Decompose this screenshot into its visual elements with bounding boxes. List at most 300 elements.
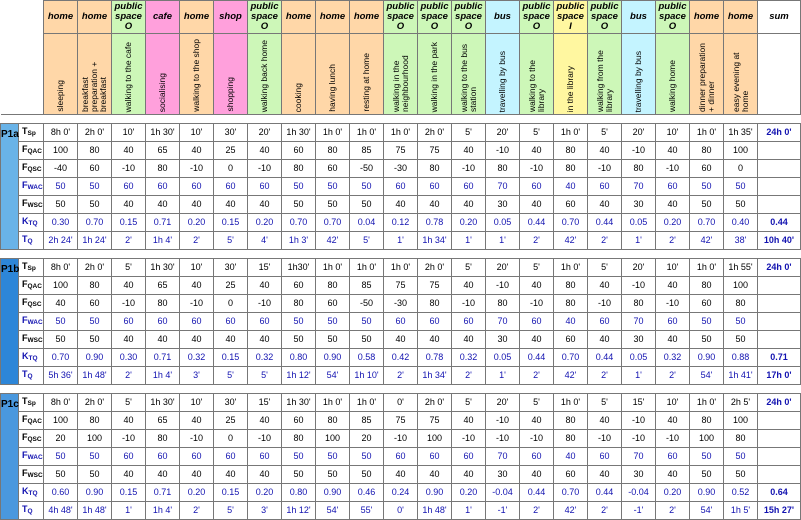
value-cell: 75 bbox=[384, 277, 418, 295]
value-cell: 0.15 bbox=[214, 349, 248, 367]
value-cell: 1h 55' bbox=[724, 259, 758, 277]
sum-cell bbox=[758, 196, 801, 214]
value-cell: 40 bbox=[656, 412, 690, 430]
value-cell: -0.04 bbox=[486, 484, 520, 502]
value-cell: -0.04 bbox=[622, 484, 656, 502]
value-cell: 5' bbox=[214, 232, 248, 250]
value-cell: 1h 0' bbox=[690, 394, 724, 412]
value-cell: 0.44 bbox=[520, 349, 554, 367]
value-cell: 38' bbox=[724, 232, 758, 250]
value-cell: 40 bbox=[146, 466, 180, 484]
value-cell: 1h 12' bbox=[282, 502, 316, 520]
value-cell: 65 bbox=[146, 277, 180, 295]
value-cell: 0.20 bbox=[180, 484, 214, 502]
value-cell: 60 bbox=[554, 331, 588, 349]
value-cell: 25 bbox=[214, 142, 248, 160]
value-cell: 1h 0' bbox=[350, 259, 384, 277]
value-cell: 50 bbox=[724, 331, 758, 349]
value-cell: 1h 0' bbox=[690, 259, 724, 277]
value-cell: 1h 0' bbox=[316, 394, 350, 412]
value-cell: 0.71 bbox=[146, 214, 180, 232]
value-cell: 50 bbox=[690, 178, 724, 196]
category-cell bbox=[316, 1, 350, 34]
value-cell: -10 bbox=[180, 295, 214, 313]
value-cell: 40 bbox=[418, 196, 452, 214]
row-label-sub: TQ bbox=[28, 220, 38, 227]
value-cell: 4h 48' bbox=[44, 502, 78, 520]
category-cell bbox=[690, 1, 724, 34]
value-cell: 60 bbox=[554, 196, 588, 214]
value-cell: 40 bbox=[248, 412, 282, 430]
value-cell: 60 bbox=[180, 448, 214, 466]
value-cell: 60 bbox=[214, 313, 248, 331]
activity-label: shopping bbox=[225, 77, 235, 112]
value-cell: -40 bbox=[44, 160, 78, 178]
value-cell: 0.90 bbox=[78, 349, 112, 367]
row-fqsc bbox=[1, 295, 801, 313]
value-cell: 40 bbox=[180, 466, 214, 484]
value-cell: 0.44 bbox=[588, 349, 622, 367]
value-cell: 40 bbox=[452, 331, 486, 349]
value-cell: 40 bbox=[452, 466, 486, 484]
row-label: $F_{WAC}$ bbox=[19, 313, 44, 331]
value-cell: 40 bbox=[588, 196, 622, 214]
value-cell: 2h 0' bbox=[418, 394, 452, 412]
row-ktq bbox=[1, 349, 801, 367]
value-cell: -50 bbox=[350, 160, 384, 178]
value-cell: -10 bbox=[452, 430, 486, 448]
value-cell: 30 bbox=[622, 196, 656, 214]
row-label-sub: Q bbox=[27, 238, 33, 245]
value-cell: 50 bbox=[724, 178, 758, 196]
value-cell: 40 bbox=[384, 331, 418, 349]
row-label-sub: QAC bbox=[27, 418, 42, 425]
activity-cell bbox=[520, 34, 554, 115]
value-cell: 0.24 bbox=[384, 484, 418, 502]
value-cell: 0.32 bbox=[452, 349, 486, 367]
value-cell: 70 bbox=[486, 448, 520, 466]
activity-label: sleeping bbox=[55, 80, 65, 112]
value-cell: 40 bbox=[180, 412, 214, 430]
value-cell: 30' bbox=[214, 394, 248, 412]
row-label: $K_{TQ}$ bbox=[19, 484, 44, 502]
value-cell: 25 bbox=[214, 277, 248, 295]
sum-cell: 15h 27' bbox=[758, 502, 801, 520]
value-cell: 60 bbox=[248, 178, 282, 196]
category-cell bbox=[656, 1, 690, 34]
value-cell: 1' bbox=[452, 502, 486, 520]
value-cell: 60 bbox=[316, 160, 350, 178]
value-cell: 40 bbox=[656, 277, 690, 295]
category-label: public space bbox=[386, 1, 415, 22]
value-cell: 10' bbox=[656, 124, 690, 142]
group-label: P1b bbox=[1, 259, 19, 385]
value-cell: 40 bbox=[248, 466, 282, 484]
value-cell: 2' bbox=[656, 232, 690, 250]
value-cell: 50 bbox=[78, 448, 112, 466]
category-cell bbox=[588, 1, 622, 34]
value-cell: 3' bbox=[180, 367, 214, 385]
value-cell: 0.20 bbox=[248, 214, 282, 232]
category-label: home bbox=[47, 11, 74, 22]
value-cell: 0.52 bbox=[724, 484, 758, 502]
category-cell bbox=[520, 1, 554, 34]
value-cell: 80 bbox=[146, 430, 180, 448]
category-cell bbox=[452, 1, 486, 34]
value-cell: 30 bbox=[486, 466, 520, 484]
value-cell: 60 bbox=[656, 313, 690, 331]
row-ktq bbox=[1, 484, 801, 502]
value-cell: 0.15 bbox=[112, 484, 146, 502]
value-cell: 80 bbox=[724, 295, 758, 313]
value-cell: 2' bbox=[588, 232, 622, 250]
value-cell: -10 bbox=[486, 412, 520, 430]
value-cell: 1h 4' bbox=[146, 232, 180, 250]
row-label: $T_Q$ bbox=[19, 502, 44, 520]
value-cell: 1h 4' bbox=[146, 502, 180, 520]
row-tq bbox=[1, 502, 801, 520]
value-cell: 60 bbox=[418, 313, 452, 331]
value-cell: 0.32 bbox=[180, 349, 214, 367]
value-cell: 2' bbox=[452, 367, 486, 385]
value-cell: 2h 24' bbox=[44, 232, 78, 250]
value-cell: 1' bbox=[622, 232, 656, 250]
sum-cell bbox=[758, 412, 801, 430]
row-label: $T_{Sp}$ bbox=[19, 124, 44, 142]
value-cell: 2h 0' bbox=[78, 394, 112, 412]
value-cell: 60 bbox=[520, 313, 554, 331]
value-cell: 0.20 bbox=[656, 214, 690, 232]
row-label: $F_{QSC}$ bbox=[19, 430, 44, 448]
row-label: $T_Q$ bbox=[19, 367, 44, 385]
value-cell: -10 bbox=[248, 295, 282, 313]
value-cell: 2' bbox=[656, 367, 690, 385]
activity-cell bbox=[554, 34, 588, 115]
value-cell: 60 bbox=[690, 295, 724, 313]
row-tsp bbox=[1, 259, 801, 277]
value-cell: 1h 48' bbox=[418, 502, 452, 520]
value-cell: 0.44 bbox=[588, 214, 622, 232]
activity-label: in the library bbox=[565, 65, 575, 112]
row-fwsc bbox=[1, 196, 801, 214]
category-cell bbox=[282, 1, 316, 34]
value-cell: 80 bbox=[622, 160, 656, 178]
value-cell: 5' bbox=[452, 124, 486, 142]
value-cell: 1h 48' bbox=[78, 367, 112, 385]
value-cell: -10 bbox=[622, 412, 656, 430]
value-cell: 40 bbox=[520, 331, 554, 349]
category-label: shop bbox=[219, 11, 242, 22]
value-cell: 50 bbox=[724, 466, 758, 484]
category-label: public space bbox=[454, 1, 483, 22]
value-cell: 0.70 bbox=[554, 214, 588, 232]
value-cell: 5' bbox=[588, 124, 622, 142]
value-cell: 0.12 bbox=[384, 214, 418, 232]
value-cell: 50 bbox=[690, 466, 724, 484]
category-mark: O bbox=[600, 21, 609, 32]
value-cell: 1h 5' bbox=[724, 502, 758, 520]
category-label: cafe bbox=[152, 11, 172, 22]
value-cell: 8h 0' bbox=[44, 124, 78, 142]
value-cell: 0.44 bbox=[520, 484, 554, 502]
value-cell: 0' bbox=[384, 502, 418, 520]
row-label-sub: WAC bbox=[27, 319, 43, 326]
row-label-sub: QSC bbox=[27, 301, 42, 308]
category-cell bbox=[418, 1, 452, 34]
category-label: public space bbox=[522, 1, 551, 22]
value-cell: 60 bbox=[384, 448, 418, 466]
value-cell: 40 bbox=[112, 466, 146, 484]
value-cell: 50 bbox=[282, 466, 316, 484]
spacer-cell bbox=[1, 385, 801, 394]
value-cell: 40 bbox=[656, 466, 690, 484]
value-cell: 50 bbox=[690, 196, 724, 214]
value-cell: 80 bbox=[690, 412, 724, 430]
value-cell: 50 bbox=[350, 331, 384, 349]
value-cell: 60 bbox=[656, 178, 690, 196]
activity-cell bbox=[316, 34, 350, 115]
value-cell: -10 bbox=[486, 277, 520, 295]
activity-label: walking in the neighbourhood bbox=[390, 55, 410, 112]
value-cell: 8h 0' bbox=[44, 259, 78, 277]
value-cell: 40 bbox=[146, 196, 180, 214]
value-cell: 55' bbox=[350, 502, 384, 520]
value-cell: -10 bbox=[520, 160, 554, 178]
value-cell: 0.70 bbox=[282, 214, 316, 232]
value-cell: -50 bbox=[350, 295, 384, 313]
row-label: $K_{TQ}$ bbox=[19, 349, 44, 367]
sum-cell bbox=[758, 331, 801, 349]
value-cell: 10' bbox=[656, 394, 690, 412]
value-cell: 100 bbox=[418, 430, 452, 448]
group-spacer bbox=[1, 250, 801, 259]
value-cell: 50 bbox=[44, 331, 78, 349]
category-cell bbox=[350, 1, 384, 34]
value-cell: 2h 0' bbox=[78, 124, 112, 142]
value-cell: 50 bbox=[78, 331, 112, 349]
value-cell: 0.20 bbox=[180, 214, 214, 232]
value-cell: 60 bbox=[282, 412, 316, 430]
value-cell: 10' bbox=[180, 394, 214, 412]
value-cell: 0.04 bbox=[350, 214, 384, 232]
value-cell: 65 bbox=[146, 412, 180, 430]
value-cell: 0.46 bbox=[350, 484, 384, 502]
value-cell: 50 bbox=[690, 313, 724, 331]
sum-cell: 0.44 bbox=[758, 214, 801, 232]
row-fwac bbox=[1, 448, 801, 466]
value-cell: 0 bbox=[214, 295, 248, 313]
activity-cell bbox=[690, 34, 724, 115]
value-cell: 50 bbox=[44, 466, 78, 484]
row-tsp bbox=[1, 124, 801, 142]
value-cell: 80 bbox=[690, 277, 724, 295]
row-label: $T_{Sp}$ bbox=[19, 394, 44, 412]
value-cell: 30 bbox=[486, 196, 520, 214]
value-cell: 42' bbox=[554, 502, 588, 520]
value-cell: -10 bbox=[248, 160, 282, 178]
value-cell: 50 bbox=[282, 331, 316, 349]
row-label-sub: WSC bbox=[27, 472, 43, 479]
value-cell: 50 bbox=[350, 196, 384, 214]
value-cell: 0.70 bbox=[554, 349, 588, 367]
value-cell: 80 bbox=[554, 295, 588, 313]
value-cell: 50 bbox=[316, 331, 350, 349]
value-cell: 50 bbox=[724, 313, 758, 331]
value-cell: 15' bbox=[248, 259, 282, 277]
category-mark: O bbox=[260, 21, 269, 32]
activity-cell bbox=[44, 34, 78, 115]
value-cell: -1' bbox=[486, 502, 520, 520]
value-cell: 0.71 bbox=[146, 349, 180, 367]
value-cell: 1h 30' bbox=[282, 394, 316, 412]
value-cell: 0.90 bbox=[316, 484, 350, 502]
category-header-row bbox=[1, 1, 801, 34]
value-cell: 40 bbox=[588, 277, 622, 295]
value-cell: 0 bbox=[214, 430, 248, 448]
row-fwsc bbox=[1, 466, 801, 484]
value-cell: 75 bbox=[384, 412, 418, 430]
value-cell: 40 bbox=[248, 142, 282, 160]
value-cell: 30' bbox=[214, 259, 248, 277]
row-label-sub: Sp bbox=[27, 130, 36, 137]
value-cell: 60 bbox=[282, 277, 316, 295]
value-cell: 40 bbox=[452, 412, 486, 430]
value-cell: 5h 36' bbox=[44, 367, 78, 385]
category-label: home bbox=[285, 11, 312, 22]
value-cell: 2h 0' bbox=[418, 259, 452, 277]
value-cell: 80 bbox=[486, 160, 520, 178]
value-cell: 80 bbox=[316, 412, 350, 430]
value-cell: 0.15 bbox=[214, 214, 248, 232]
value-cell: 40 bbox=[146, 331, 180, 349]
row-fqsc bbox=[1, 160, 801, 178]
value-cell: 40 bbox=[554, 448, 588, 466]
row-label: $F_{QAC}$ bbox=[19, 142, 44, 160]
value-cell: 85 bbox=[350, 142, 384, 160]
category-label: public space bbox=[250, 1, 279, 22]
value-cell: 50 bbox=[44, 178, 78, 196]
category-mark: O bbox=[396, 21, 405, 32]
row-label: $F_{QSC}$ bbox=[19, 160, 44, 178]
value-cell: 80 bbox=[554, 430, 588, 448]
value-cell: 80 bbox=[282, 430, 316, 448]
spacer-cell bbox=[1, 250, 801, 259]
value-cell: 40 bbox=[554, 178, 588, 196]
row-label-sub: Sp bbox=[27, 400, 36, 407]
activity-cell bbox=[588, 34, 622, 115]
row-label: $F_{WAC}$ bbox=[19, 178, 44, 196]
row-label: $T_{Sp}$ bbox=[19, 259, 44, 277]
activity-label: easy evening at home bbox=[730, 52, 750, 112]
value-cell: -10 bbox=[452, 295, 486, 313]
value-cell: 1' bbox=[622, 367, 656, 385]
category-cell bbox=[146, 1, 180, 34]
value-cell: 0 bbox=[724, 160, 758, 178]
value-cell: 40 bbox=[656, 196, 690, 214]
value-cell: 60 bbox=[588, 313, 622, 331]
value-cell: 80 bbox=[146, 295, 180, 313]
value-cell: -30 bbox=[384, 295, 418, 313]
value-cell: 40 bbox=[452, 196, 486, 214]
value-cell: 20' bbox=[486, 394, 520, 412]
value-cell: 60 bbox=[588, 448, 622, 466]
value-cell: 54' bbox=[316, 502, 350, 520]
value-cell: 1h 10' bbox=[350, 367, 384, 385]
value-cell: 80 bbox=[554, 142, 588, 160]
value-cell: 40 bbox=[112, 331, 146, 349]
value-cell: 60 bbox=[214, 448, 248, 466]
value-cell: 5' bbox=[214, 367, 248, 385]
value-cell: 1h 30' bbox=[282, 124, 316, 142]
value-cell: 60 bbox=[316, 295, 350, 313]
value-cell: -10 bbox=[180, 430, 214, 448]
value-cell: 20' bbox=[486, 124, 520, 142]
value-cell: -30 bbox=[384, 160, 418, 178]
value-cell: 2' bbox=[112, 367, 146, 385]
activity-cell bbox=[384, 34, 418, 115]
row-label-sub: WSC bbox=[27, 202, 43, 209]
value-cell: 70 bbox=[622, 313, 656, 331]
row-fqsc bbox=[1, 430, 801, 448]
activity-cell bbox=[78, 34, 112, 115]
value-cell: 50 bbox=[44, 313, 78, 331]
value-cell: 100 bbox=[690, 430, 724, 448]
value-cell: 5' bbox=[520, 124, 554, 142]
value-cell: 40 bbox=[180, 331, 214, 349]
spacer-cell bbox=[1, 115, 801, 124]
value-cell: 5' bbox=[452, 394, 486, 412]
group-label: P1c bbox=[1, 394, 19, 520]
value-cell: 0.60 bbox=[44, 484, 78, 502]
sum-cell bbox=[758, 295, 801, 313]
value-cell: 2' bbox=[180, 232, 214, 250]
category-cell bbox=[724, 1, 758, 34]
value-cell: 30' bbox=[214, 124, 248, 142]
value-cell: 40 bbox=[520, 196, 554, 214]
value-cell: 2' bbox=[384, 367, 418, 385]
value-cell: 1h 0' bbox=[384, 259, 418, 277]
value-cell: 50 bbox=[316, 178, 350, 196]
activity-label: travelling by bus bbox=[497, 50, 507, 112]
row-fwsc bbox=[1, 331, 801, 349]
value-cell: 20' bbox=[486, 259, 520, 277]
value-cell: 0.15 bbox=[112, 214, 146, 232]
value-cell: 85 bbox=[350, 412, 384, 430]
category-cell bbox=[112, 1, 146, 34]
value-cell: 80 bbox=[282, 295, 316, 313]
value-cell: 60 bbox=[384, 313, 418, 331]
category-cell bbox=[554, 1, 588, 34]
value-cell: 70 bbox=[622, 178, 656, 196]
value-cell: 2' bbox=[656, 502, 690, 520]
value-cell: 0.44 bbox=[520, 214, 554, 232]
category-label: public space bbox=[658, 1, 687, 22]
activity-label: having lunch bbox=[327, 64, 337, 112]
sum-cell bbox=[758, 466, 801, 484]
value-cell: 10' bbox=[180, 124, 214, 142]
value-cell: 80 bbox=[78, 412, 112, 430]
category-label: home bbox=[319, 11, 346, 22]
value-cell: 40 bbox=[588, 331, 622, 349]
value-cell: 0.20 bbox=[656, 484, 690, 502]
value-cell: 0.20 bbox=[452, 484, 486, 502]
row-label: $F_{QAC}$ bbox=[19, 412, 44, 430]
value-cell: 54' bbox=[690, 502, 724, 520]
activity-label: walking to the library bbox=[526, 60, 546, 112]
value-cell: 1' bbox=[452, 232, 486, 250]
sum-cell bbox=[758, 160, 801, 178]
value-cell: 50 bbox=[316, 466, 350, 484]
